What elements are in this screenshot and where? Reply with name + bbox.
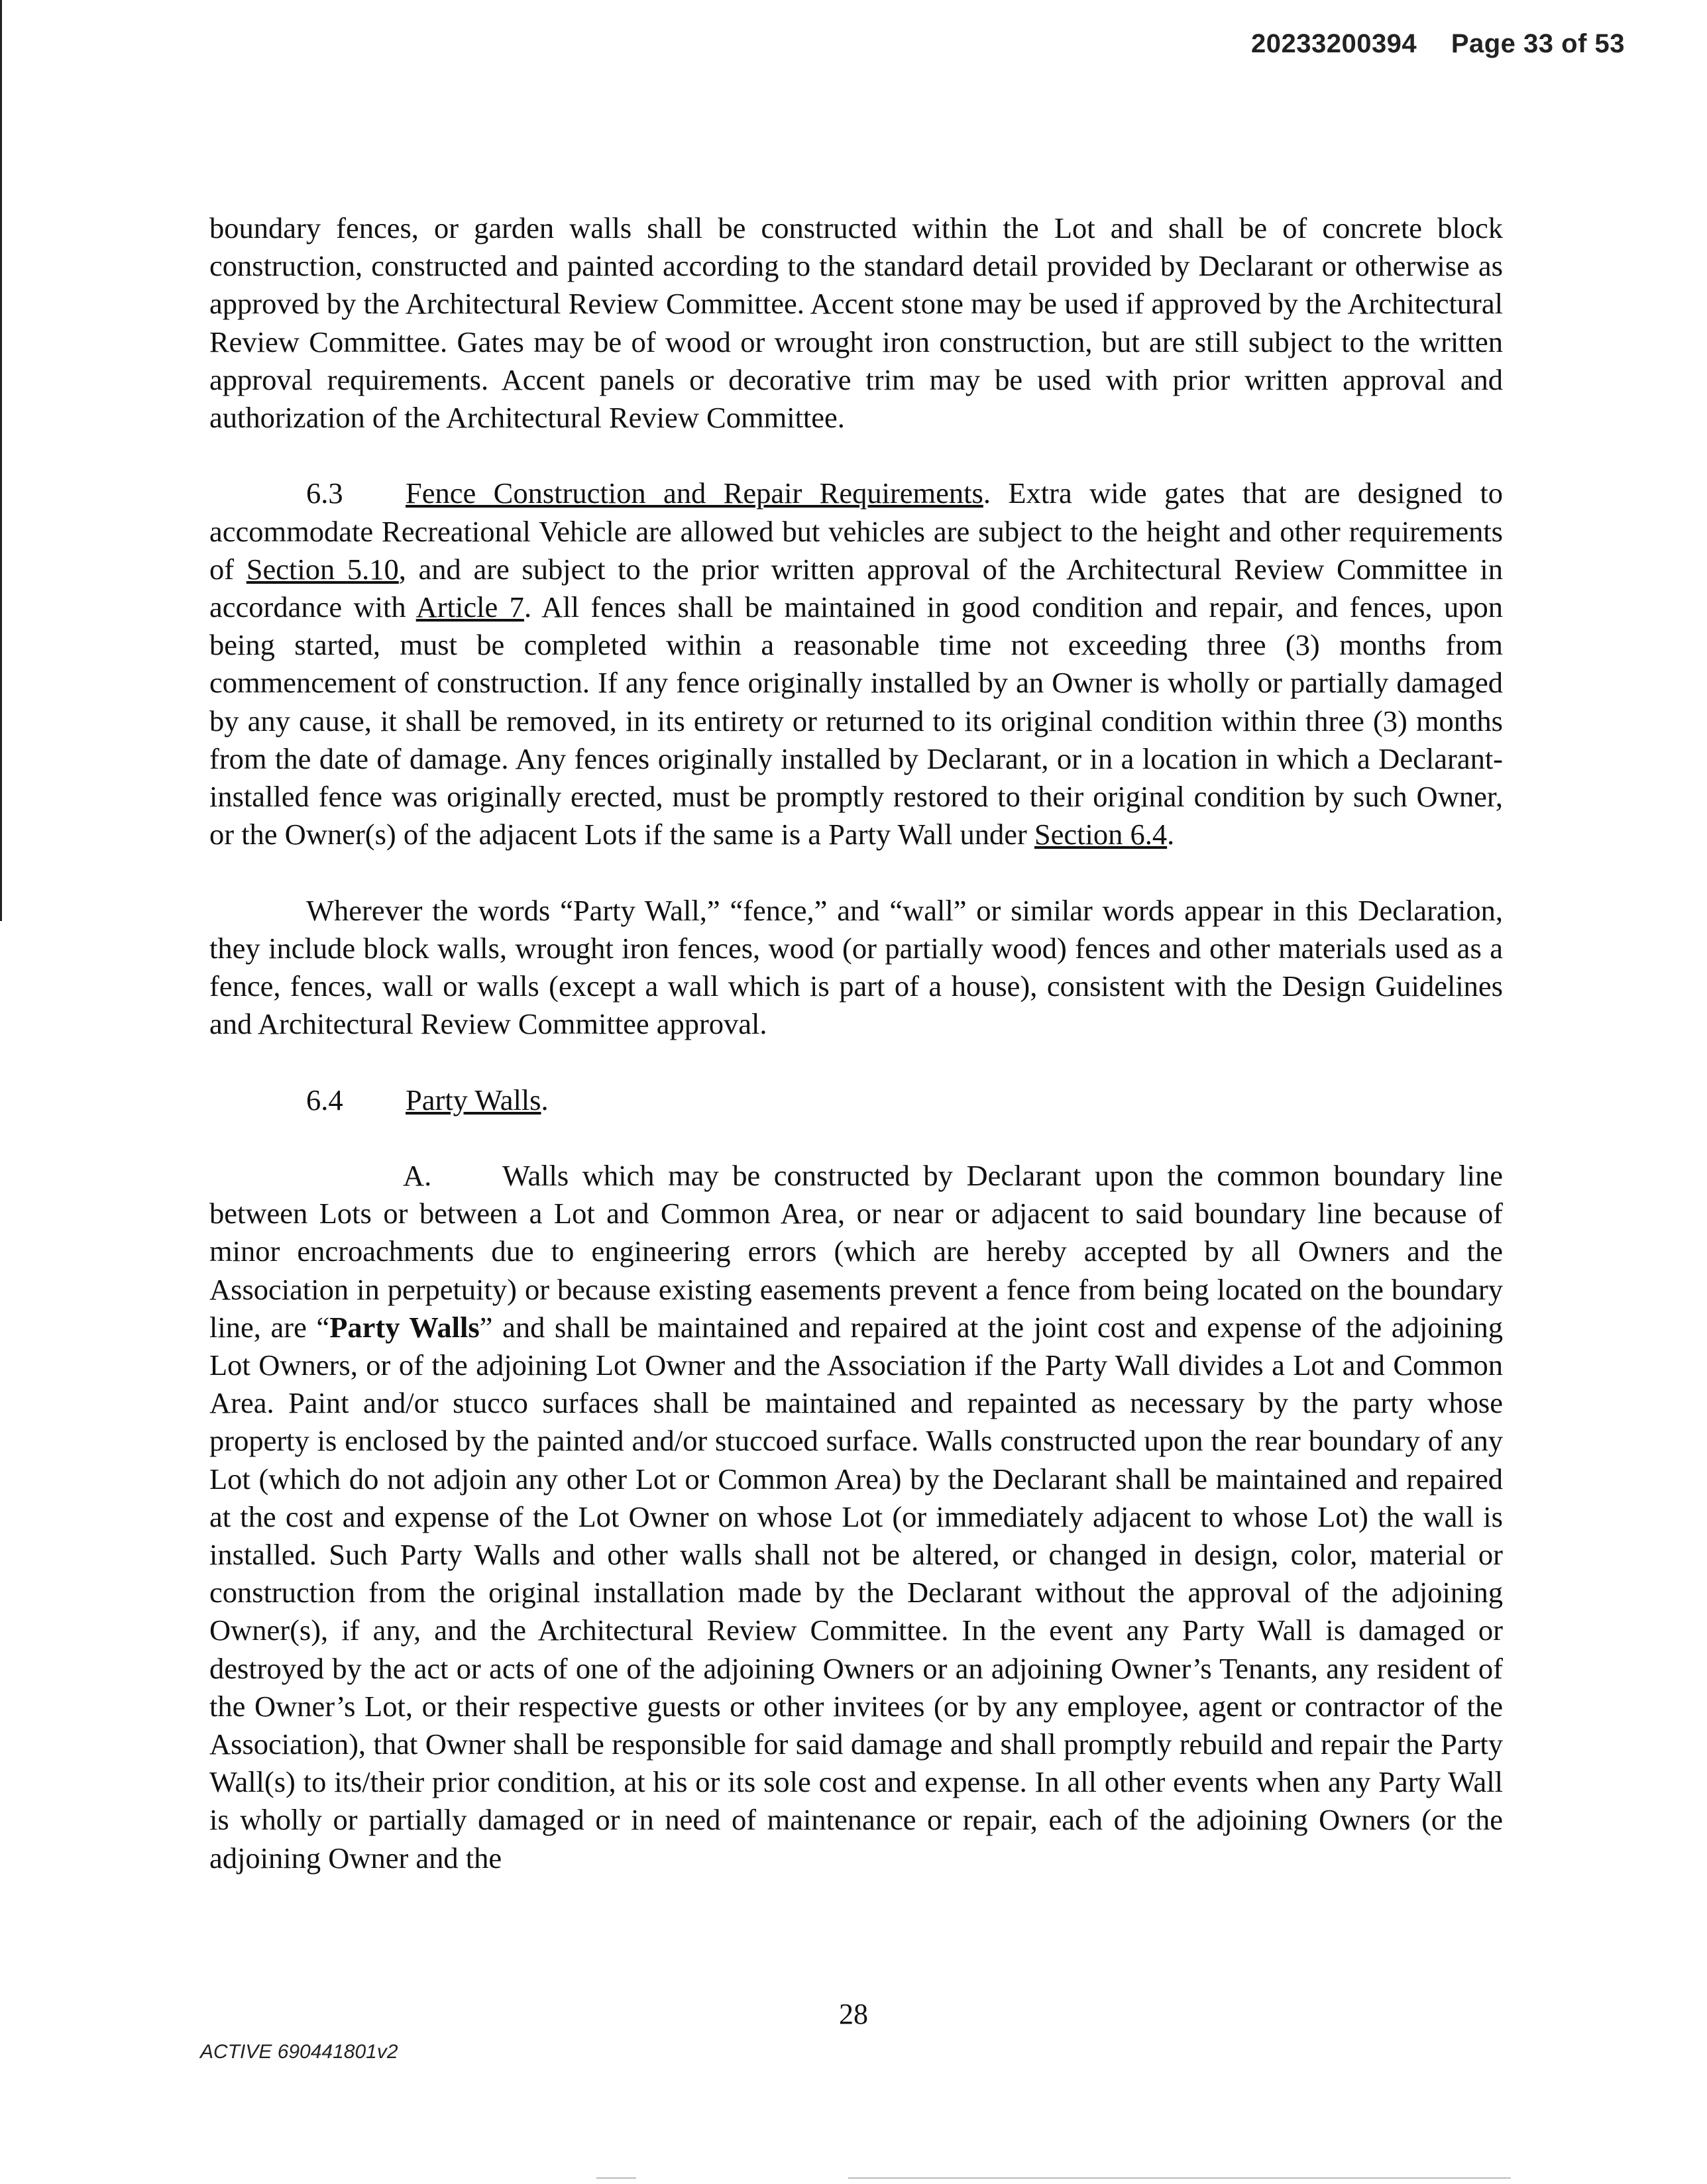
bottom-divider-right bbox=[848, 2177, 1511, 2179]
section-6-4-number: 6.4 bbox=[306, 1083, 343, 1117]
section-6-4-title: Party Walls bbox=[406, 1083, 541, 1117]
page-header bbox=[1251, 29, 1625, 59]
bottom-divider-left bbox=[596, 2177, 636, 2179]
paragraph-a-label: A. bbox=[403, 1159, 432, 1193]
section-6-3-text-3: . All fences shall be maintained in good condition and repair, and fences, upon being started, must be completed within a reasonable time not exceeding three (3) months from commencement of construction. If any fence originally installed by an Owner is wholly or partially damaged by any cause, it shall be removed, in its entirety or returned to its original condition within three (3) months from the date of damage. Any fences originally installed by Declarant, or in a location in which a Declarant-installed fence was originally erected, must be promptly restored to their original condition by such Owner, or the Owner(s) of the adjacent Lots if the same is a Party Wall under bbox=[209, 590, 1503, 851]
page-count-label: Page 33 of 53 bbox=[1451, 29, 1625, 58]
paragraph-a-text-1: Walls which may be constructed by Declarant upon the common boundary line between Lots or between a Lot and Common Area, or near or adjacent to said boundary line because of minor encroachments due to engineering errors (which are hereby accepted by all Owners and the Association in perpetuity) or because existing easements prevent a fence from being located on the boundary line, are “ bbox=[209, 1159, 1503, 1344]
section-6-3-text-2: , and are subject to the prior written approval of the Architectural Review Committee in accordance with bbox=[209, 552, 1503, 624]
section-6-4-reference: Section 6.4 bbox=[1034, 818, 1168, 851]
page-left-edge bbox=[0, 0, 2, 921]
section-6-3-title: Fence Construction and Repair Requirements bbox=[406, 476, 983, 510]
paragraph-a-text-2: ” and shall be maintained and repaired at the joint cost and expense of the adjoining Lot Owners, or of the adjoining Lot Owner and the Association if the Party Wall divides a Lot and Common Area. Paint and/or stucco surfaces shall be maintained and repainted as necessary by the party whose property is enclosed by the painted and/or stuccoed surface. Walls constructed upon the rear boundary of any Lot (which do not adjoin any other Lot or Common Area) by the Declarant shall be maintained and repaired at the cost and expense of the Lot Owner on whose Lot (or immediately adjacent to whose Lot) the wall is installed. Such Party Walls and other walls shall not be altered, or changed in design, color, material or construction from the original installation made by the Declarant without the approval of the adjoining Owner(s), if any, and the Architectural Review Committee. In the event any Party Wall is damaged or destroyed by the act or acts of one of the adjoining Owners or an adjoining Owner’s Tenants, any resident of the Owner’s Lot, or their respective guests or other invitees (or by any employee, agent or contractor of the Association), that Owner shall be responsible for said damage and shall promptly rebuild and repair the Party Wall(s) to its/their prior condition, at his or its sole cost and expense. In all other events when any Party Wall is wholly or partially damaged or in need of maintenance or repair, each of the adjoining Owners (or the adjoining Owner and the bbox=[209, 1310, 1503, 1875]
section-6-3-paragraph bbox=[209, 474, 1503, 853]
intro-paragraph: boundary fences, or garden walls shall be constructed within the Lot and shall be of concrete block construction, constructed and painted according to the standard detail provided by Declarant or otherwise as approved by the Architectural Review Committee. Accent stone may be used if approved by the Architectural Review Committee. Gates may be of wood or wrought iron construction, but are still subject to the written approval requirements. Accent panels or decorative trim may be used with prior written approval and authorization of the Architectural Review Committee. bbox=[209, 211, 1503, 435]
section-5-10-reference: Section 5.10 bbox=[246, 552, 399, 586]
section-6-3-number: 6.3 bbox=[306, 476, 343, 510]
section-6-4-title-end: . bbox=[541, 1083, 549, 1117]
page-number: 28 bbox=[839, 1998, 868, 2030]
definitions-paragraph: Wherever the words “Party Wall,” “fence,” and “wall” or similar words appear in this Declaration, they include block walls, wrought iron fences, wood (or partially wood) fences and other materials used as a fence, fences, wall or walls (except a wall which is part of a house), consistent with the Design Guidelines and Architectural Review Committee approval. bbox=[209, 893, 1503, 1041]
section-6-3-text-4: . bbox=[1167, 818, 1175, 851]
section-6-3-text-1: . Extra wide gates that are designed to accommodate Recreational Vehicle are allowed but vehicles are subject to the height and other requirements of bbox=[209, 476, 1503, 586]
document-body bbox=[209, 209, 1503, 1877]
article-7-reference: Article 7 bbox=[415, 590, 524, 624]
party-walls-defined-term: Party Walls bbox=[329, 1310, 480, 1344]
recording-number: 20233200394 bbox=[1250, 29, 1417, 58]
paragraph-a bbox=[209, 1157, 1503, 1877]
document-id: ACTIVE 690441801v2 bbox=[200, 2041, 398, 2063]
section-6-4-heading bbox=[209, 1081, 1503, 1119]
